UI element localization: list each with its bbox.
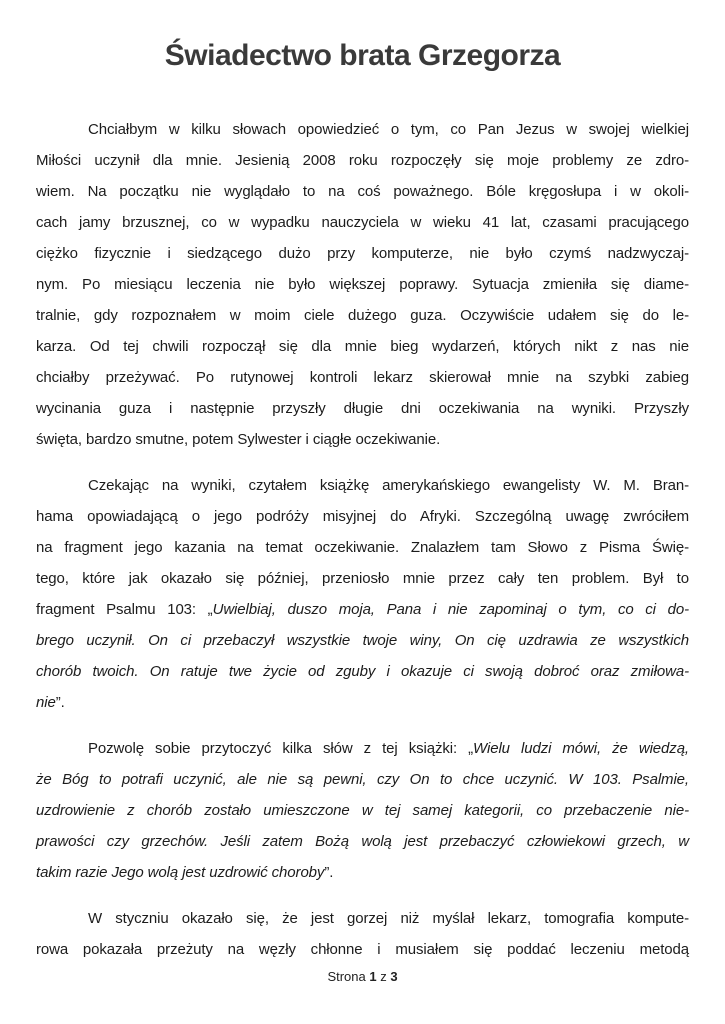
body-text-segment: ”. (324, 864, 334, 881)
text-line (36, 362, 689, 393)
text-line (36, 857, 689, 888)
body-text-segment: Czekając na wyniki, czytałem książkę amerykańskiego ewangelisty W. M. Bran- (88, 477, 689, 494)
quoted-italic-text: chorób twoich. On ratuje twe życie od zguby i okazuje ci swoją dobroć oraz zmiłowa- (36, 663, 689, 680)
text-line (36, 238, 689, 269)
body-text-segment: ”. (55, 694, 65, 711)
text-line (36, 656, 689, 687)
body-text-segment: wiem. Na początku nie wyglądało to na coś poważnego. Bóle kręgosłupa i w okoli- (36, 183, 689, 200)
text-line (36, 934, 689, 965)
body-text-segment: wycinania guza i następnie przyszły długie dni oczekiwania na wyniki. Przyszły (36, 400, 689, 417)
body-text-segment: W styczniu okazało się, że jest gorzej niż myślał lekarz, tomografia kompute- (88, 910, 689, 927)
text-line (36, 331, 689, 362)
body-text-segment: ciężko fizycznie i siedzącego dużo przy komputerze, nie było czymś nadzwyczaj- (36, 245, 689, 262)
text-line (36, 501, 689, 532)
body-text-segment: święta, bardzo smutne, potem Sylwester i ciągłe oczekiwanie. (36, 431, 441, 448)
text-line (36, 625, 689, 656)
text-line (36, 826, 689, 857)
page-number: 1 (369, 969, 377, 984)
body-text-segment: karza. Od tej chwili rozpoczął się dla mnie bieg wydarzeń, których nikt z nas nie (36, 338, 689, 355)
text-line (36, 733, 689, 764)
text-line (36, 532, 689, 563)
quoted-italic-text: Uwielbiaj, duszo moja, Pana i nie zapominaj o tym, co ci do- (212, 601, 689, 618)
text-line (36, 207, 689, 238)
body-text-segment: chciałby przeżywać. Po rutynowej kontroli lekarz skierował mnie na szybki zabieg (36, 369, 689, 386)
quoted-italic-text: brego uczynił. On ci przebaczył wszystkie twoje winy, On cię uzdrawia ze wszystkich (36, 632, 689, 649)
page-title: Świadectwo brata Grzegorza (164, 39, 561, 72)
body-text-segment: tralnie, gdy rozpoznałem w moim ciele dużego guza. Oczywiście udałem się do le- (36, 307, 689, 324)
page-number: 3 (390, 969, 398, 984)
paragraph (36, 903, 689, 965)
body-text-segment: tego, które jak okazało się później, przeniosło mnie przez cały ten problem. Był to (36, 570, 689, 587)
body-text-segment: hama opowiadającą o jego podróży misyjnej do Afryki. Szczególną uwagę zwróciłem (36, 508, 689, 525)
body-text-segment: cach jamy brzusznej, co w wypadku nauczyciela w wieku 41 lat, czasami pracującego (36, 214, 689, 231)
body-text-segment: na fragment jego kazania na temat oczekiwanie. Znalazłem tam Słowo z Pisma Świę- (36, 539, 689, 556)
document-body (36, 114, 689, 980)
text-line (36, 424, 689, 455)
body-text-segment: Miłości uczynił dla mnie. Jesienią 2008 roku rozpoczęły się moje problemy ze zdro- (36, 152, 689, 169)
paragraph (36, 470, 689, 718)
quoted-italic-text: nie (36, 694, 56, 711)
body-text-segment: nym. Po miesiącu leczenia nie było większej poprawy. Sytuacja zmieniła się diame- (36, 276, 689, 293)
text-line (36, 470, 689, 501)
text-line (36, 176, 689, 207)
text-line (36, 114, 689, 145)
text-line (36, 300, 689, 331)
paragraph (36, 733, 689, 888)
page-number-footer (0, 969, 725, 984)
quoted-italic-text: uzdrowienie z chorób zostało umieszczone w tej samej kategorii, co przebaczenie nie- (36, 802, 689, 819)
body-text-segment: fragment Psalmu 103: „ (36, 601, 213, 618)
text-line (36, 795, 689, 826)
quoted-italic-text: Wielu ludzi mówi, że wiedzą, (473, 740, 689, 757)
text-line (36, 903, 689, 934)
text-line (36, 764, 689, 795)
text-line (36, 145, 689, 176)
footer-text: Strona (327, 969, 370, 984)
text-line (36, 393, 689, 424)
body-text-segment: rowa pokazała przeżuty na węzły chłonne i musiałem się poddać leczeniu metodą (36, 941, 689, 958)
body-text-segment: Pozwolę sobie przytoczyć kilka słów z tej książki: „ (88, 740, 474, 757)
quoted-italic-text: że Bóg to potrafi uczynić, ale nie są pewni, czy On to chce uczynić. W 103. Psalmie, (36, 771, 689, 788)
quoted-italic-text: takim razie Jego wolą jest uzdrowić choroby (36, 864, 325, 881)
text-line (36, 269, 689, 300)
body-text-segment: Chciałbym w kilku słowach opowiedzieć o tym, co Pan Jezus w swojej wielkiej (88, 121, 689, 138)
paragraph (36, 114, 689, 455)
text-line (36, 563, 689, 594)
quoted-italic-text: prawości czy grzechów. Jeśli zatem Bożą wolą jest przebaczyć człowiekowi grzech, w (36, 833, 689, 850)
footer-text: z (376, 969, 391, 984)
text-line (36, 594, 689, 625)
text-line (36, 687, 689, 718)
